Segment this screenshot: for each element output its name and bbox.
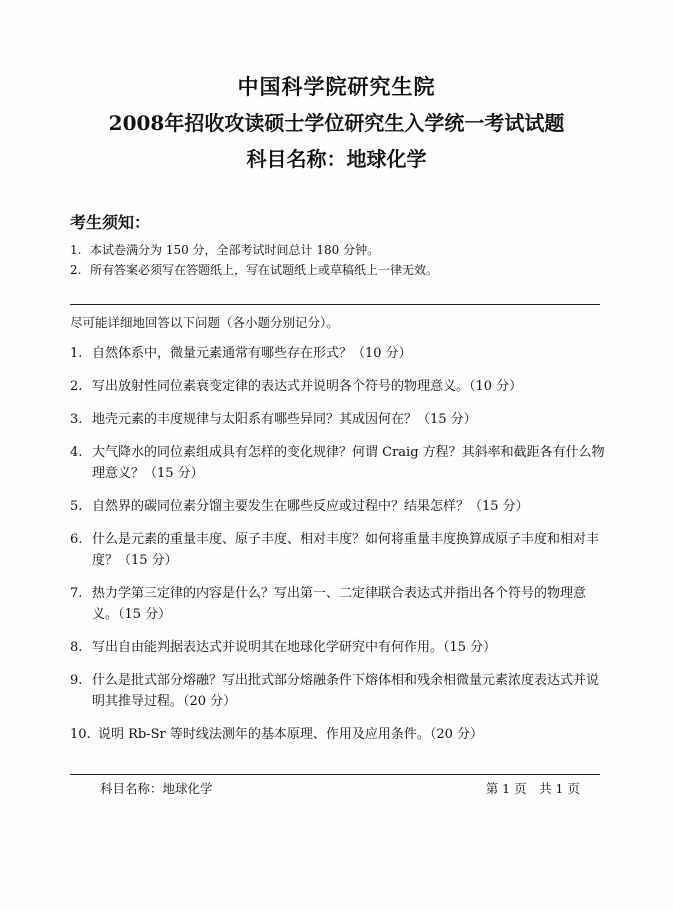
question-number: 6. xyxy=(70,532,83,547)
question-text: 地壳元素的丰度规律与太阳系有哪些异同？其成因何在？（15 分） xyxy=(92,412,477,427)
subject-title: 科目名称：地球化学 xyxy=(246,147,427,171)
question-text: 自然体系中，微量元素通常有哪些存在形式？（10 分） xyxy=(92,346,412,361)
question-item xyxy=(70,670,610,712)
question-text: 写出放射性同位素衰变定律的表达式并说明各个符号的物理意义。（10 分） xyxy=(92,379,523,394)
question-number: 7. xyxy=(70,586,83,601)
question-text: 热力学第三定律的内容是什么？写出第一、二定律联合表达式并指出各个符号的物理意义。（15 分） xyxy=(92,586,587,622)
question-text: 什么是批式部分熔融？写出批式部分熔融条件下熔体相和残余相微量元素浓度表达式并说明其推导过程。（20 分） xyxy=(92,673,600,709)
notice-item-number: 1. xyxy=(70,243,82,257)
question-number: 9. xyxy=(70,673,83,688)
notice-item-number: 2. xyxy=(70,263,82,277)
question-item xyxy=(70,343,610,364)
question-item xyxy=(70,724,610,745)
question-number: 5. xyxy=(70,499,83,514)
footer-page-number: 第 1 页 共 1 页 xyxy=(485,781,580,796)
question-item xyxy=(70,496,610,517)
notice-item-text: 所有答案必须写在答题纸上，写在试题纸上或草稿纸上一律无效。 xyxy=(90,263,439,277)
question-number: 4. xyxy=(70,445,83,460)
footer-subject: 科目名称：地球化学 xyxy=(100,781,213,796)
instruction-text: 尽可能详细地回答以下问题（各小题分别记分）。 xyxy=(70,315,339,330)
question-text: 说明 Rb-Sr 等时线法测年的基本原理、作用及应用条件。（20 分） xyxy=(98,727,484,742)
question-item xyxy=(70,583,610,625)
question-number: 10. xyxy=(70,727,91,742)
exam-title: 2008年招收攻读硕士学位研究生入学统一考试试题 xyxy=(108,111,565,135)
question-text: 自然界的碳同位素分馏主要发生在哪些反应或过程中？结果怎样？（15 分） xyxy=(92,499,529,514)
notice-item xyxy=(70,260,610,280)
notice-title: 考生须知： xyxy=(70,213,151,232)
question-item xyxy=(70,529,610,571)
question-item xyxy=(70,376,610,397)
question-text: 写出自由能判据表达式并说明其在地球化学研究中有何作用。（15 分） xyxy=(92,640,497,655)
question-text: 什么是元素的重量丰度、原子丰度、相对丰度？如何将重量丰度换算成原子丰度和相对丰度？（15 分） xyxy=(92,532,600,568)
question-text: 大气降水的同位素组成具有怎样的变化规律？何谓 Craig 方程？其斜率和截距各有什么物理意义？（15 分） xyxy=(92,445,605,481)
exam-header xyxy=(0,72,673,176)
institution-name: 中国科学院研究生院 xyxy=(237,74,436,99)
question-item xyxy=(70,637,610,658)
question-item xyxy=(70,409,610,430)
question-list xyxy=(70,343,610,757)
divider-bottom xyxy=(70,774,600,775)
notice-item-text: 本试卷满分为 150 分，全部考试时间总计 180 分钟。 xyxy=(90,243,380,257)
question-item xyxy=(70,442,610,484)
question-number: 8. xyxy=(70,640,83,655)
notice-item xyxy=(70,240,610,260)
question-number: 2. xyxy=(70,379,83,394)
question-number: 3. xyxy=(70,412,83,427)
divider-top xyxy=(70,304,600,305)
question-number: 1. xyxy=(70,346,83,361)
candidate-notice xyxy=(70,212,610,280)
